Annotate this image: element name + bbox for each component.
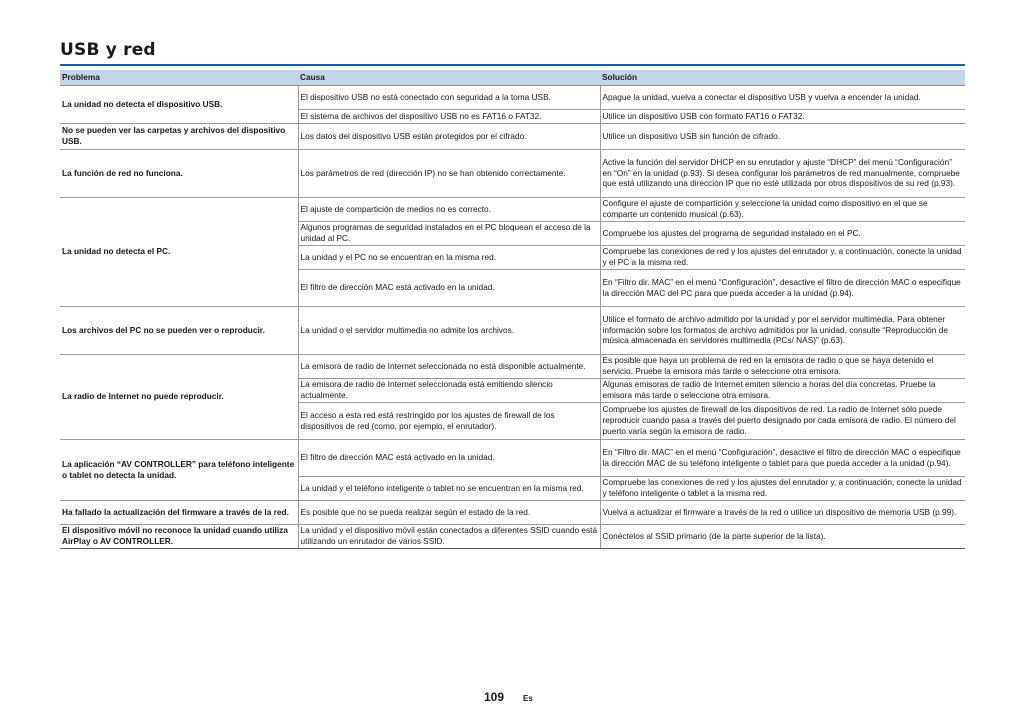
solution-cell: Utilice un dispositivo USB con formato FAT16 o FAT32. [600, 110, 965, 124]
solution-cell: Compruebe los ajustes de firewall de los dispositivos de red. La radio de Internet sólo puede reproducir cuando pasa a través del puerto designado por cada emisora de radio. El número del puerto varía según la emisora de radio. [600, 403, 965, 440]
table-row [60, 440, 965, 477]
table-row [60, 501, 965, 525]
solution-cell: Compruebe las conexiones de red y los ajustes del enrutador y, a continuación, conecte la unidad y el PC a la misma red. [600, 246, 965, 270]
problem-cell: La función de red no funciona. [60, 150, 298, 198]
problem-cell: No se pueden ver las carpetas y archivos del dispositivo USB. [60, 124, 298, 150]
table-row [60, 86, 965, 110]
cause-cell: La unidad y el teléfono inteligente o tablet no se encuentran en la misma red. [298, 477, 600, 501]
cause-cell: El dispositivo USB no está conectado con seguridad a la toma USB. [298, 86, 600, 110]
cause-cell: El acceso a esta red está restringido por los ajustes de firewall de los dispositivos de red (como, por ejemplo, el enrutador). [298, 403, 600, 440]
solution-cell: Es posible que haya un problema de red en la emisora de radio o que se haya detenido el servicio. Pruebe la emisora más tarde o seleccione otra emisora. [600, 355, 965, 379]
problem-cell: La unidad no detecta el PC. [60, 198, 298, 307]
language-code: Es [523, 694, 533, 703]
solution-cell: Utilice un dispositivo USB sin función de cifrado. [600, 124, 965, 150]
problem-cell: El dispositivo móvil no reconoce la unidad cuando utiliza AirPlay o AV CONTROLLER. [60, 525, 298, 549]
cause-cell: La unidad y el PC no se encuentran en la misma red. [298, 246, 600, 270]
solution-cell: Conéctelos al SSID primario (de la parte superior de la lista). [600, 525, 965, 549]
table-row [60, 307, 965, 355]
header-solution: Solución [600, 70, 965, 86]
cause-cell: Los datos del dispositivo USB están protegidos por el cifrado. [298, 124, 600, 150]
cause-cell: Algunos programas de seguridad instalados en el PC bloquean el acceso de la unidad al PC. [298, 222, 600, 246]
solution-cell: Utilice el formato de archivo admitido por la unidad y por el servidor multimedia. Para obtener información sobre los formatos de archivo admitidos por la unidad, consulte “Reproducción de música almacenada en servidores multimedia (PCs/ NAS)” (p.63). [600, 307, 965, 355]
problem-cell: Ha fallado la actualización del firmware a través de la red. [60, 501, 298, 525]
header-cause: Causa [298, 70, 600, 86]
table-row [60, 150, 965, 198]
cause-cell: El sistema de archivos del dispositivo USB no es FAT16 o FAT32. [298, 110, 600, 124]
solution-cell: Apague la unidad, vuelva a conectar el dispositivo USB y vuelva a encender la unidad. [600, 86, 965, 110]
solution-cell: Configure el ajuste de compartición y seleccione la unidad como dispositivo en el que se comparte un contenido musical (p.63). [600, 198, 965, 222]
cause-cell: La emisora de radio de Internet seleccionada no está disponible actualmente. [298, 355, 600, 379]
cause-cell: Es posible que no se pueda realizar según el estado de la red. [298, 501, 600, 525]
troubleshooting-table [60, 70, 965, 549]
cause-cell: La unidad o el servidor multimedia no admite los archivos. [298, 307, 600, 355]
problem-cell: Los archivos del PC no se pueden ver o reproducir. [60, 307, 298, 355]
solution-cell: Compruebe las conexiones de red y los ajustes del enrutador y, a continuación, conecte la unidad y teléfono inteligente o tablet a la misma red. [600, 477, 965, 501]
table-row [60, 525, 965, 549]
header-problem: Problema [60, 70, 298, 86]
table-row [60, 198, 965, 222]
cause-cell: Los parámetros de red (dirección IP) no se han obtenido correctamente. [298, 150, 600, 198]
cause-cell: La emisora de radio de Internet seleccionada está emitiendo silencio actualmente. [298, 379, 600, 403]
solution-cell: Algunas emisoras de radio de Internet emiten silencio a horas del día concretas. Pruebe la emisora más tarde o seleccione otra emisora. [600, 379, 965, 403]
page-number: 109 [484, 690, 505, 704]
table-row [60, 124, 965, 150]
solution-cell: En “Filtro dir. MAC” en el menú “Configuración”, desactive el filtro de dirección MAC o especifique la dirección MAC del PC para que pueda acceder a la unidad (p.94). [600, 270, 965, 307]
cause-cell: El filtro de dirección MAC está activado en la unidad. [298, 270, 600, 307]
table-row [60, 355, 965, 379]
cause-cell: El filtro de dirección MAC está activado en la unidad. [298, 440, 600, 477]
problem-cell: La aplicación “AV CONTROLLER” para teléfono inteligente o tablet no detecta la unidad. [60, 440, 298, 501]
table-header-row [60, 70, 965, 86]
solution-cell: En “Filtro dir. MAC” en el menú “Configuración”, desactive el filtro de dirección MAC o especifique la dirección MAC de su teléfono inteligente o tablet para que pueda acceder a la unidad (p.94). [600, 440, 965, 477]
page-title: USB y red [60, 40, 156, 60]
solution-cell: Active la función del servidor DHCP en su enrutador y ajuste “DHCP” del menú “Configuración” en “On” en la unidad (p.93). Si desea configurar los parámetros de red manualmente, compruebe que está utilizando una dirección IP que no esté utilizada por otros dispositivos de su red (p.93). [600, 150, 965, 198]
solution-cell: Vuelva a actualizar el firmware a través de la red o utilice un dispositivo de memoria USB (p.99). [600, 501, 965, 525]
solution-cell: Compruebe los ajustes del programa de seguridad instalado en el PC. [600, 222, 965, 246]
cause-cell: La unidad y el dispositivo móvil están conectados a diferentes SSID cuando está utilizando un enrutador de varios SSID. [298, 525, 600, 549]
title-rule [60, 64, 965, 66]
cause-cell: El ajuste de compartición de medios no es correcto. [298, 198, 600, 222]
problem-cell: La radio de Internet no puede reproducir. [60, 355, 298, 440]
problem-cell: La unidad no detecta el dispositivo USB. [60, 86, 298, 124]
